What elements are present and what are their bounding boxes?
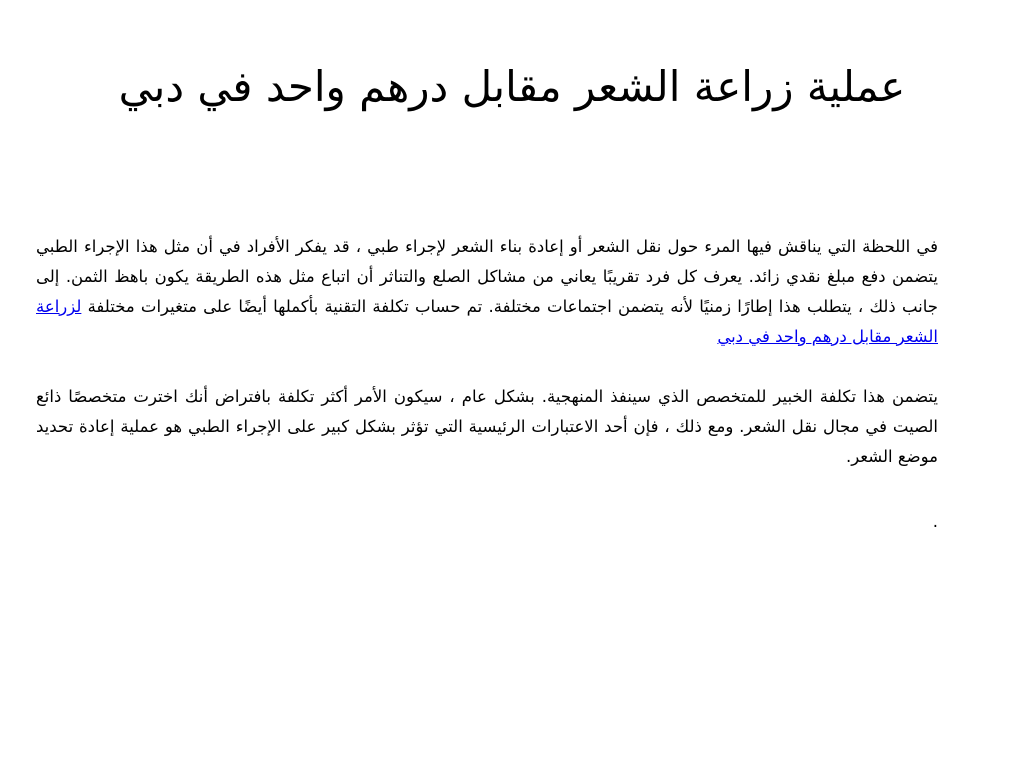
paragraph-intro bbox=[36, 232, 938, 352]
paragraph-cost-details: يتضمن هذا تكلفة الخبير للمتخصص الذي سينفذ المنهجية. بشكل عام ، سيكون الأمر أكثر تكلفة بافتراض أنك اخترت متخصصًا ذائع الصيت في مجال نقل الشعر. ومع ذلك ، فإن أحد الاعتبارات الرئيسية التي تؤثر بشكل كبير على الإجراء الطبي هو عملية إعادة تحديد موضع الشعر. bbox=[36, 387, 938, 466]
content-body bbox=[36, 232, 938, 532]
paragraph-intro-text: في اللحظة التي يناقش فيها المرء حول نقل الشعر أو إعادة بناء الشعر لإجراء طبي ، قد يفكر الأفراد في أن مثل هذا الإجراء الطبي يتضمن دفع مبلغ نقدي زائد. يعرف كل فرد تقريبًا يعاني من مشاكل الصلع والتناثر أن اتباع مثل هذه الطريقة يكون باهظ الثمن. إلى جانب ذلك ، يتطلب هذا إطارًا زمنيًا لأنه يتضمن اجتماعات مختلفة. تم حساب تكلفة التقنية بأكملها أيضًا على متغيرات مختلفة bbox=[36, 237, 938, 316]
page-title: عملية زراعة الشعر مقابل درهم واحد في دبي bbox=[118, 62, 906, 111]
hair-transplant-link[interactable]: لزراعة الشعر مقابل درهم واحد في دبي bbox=[36, 297, 938, 346]
paragraph-dot: . bbox=[932, 512, 938, 531]
